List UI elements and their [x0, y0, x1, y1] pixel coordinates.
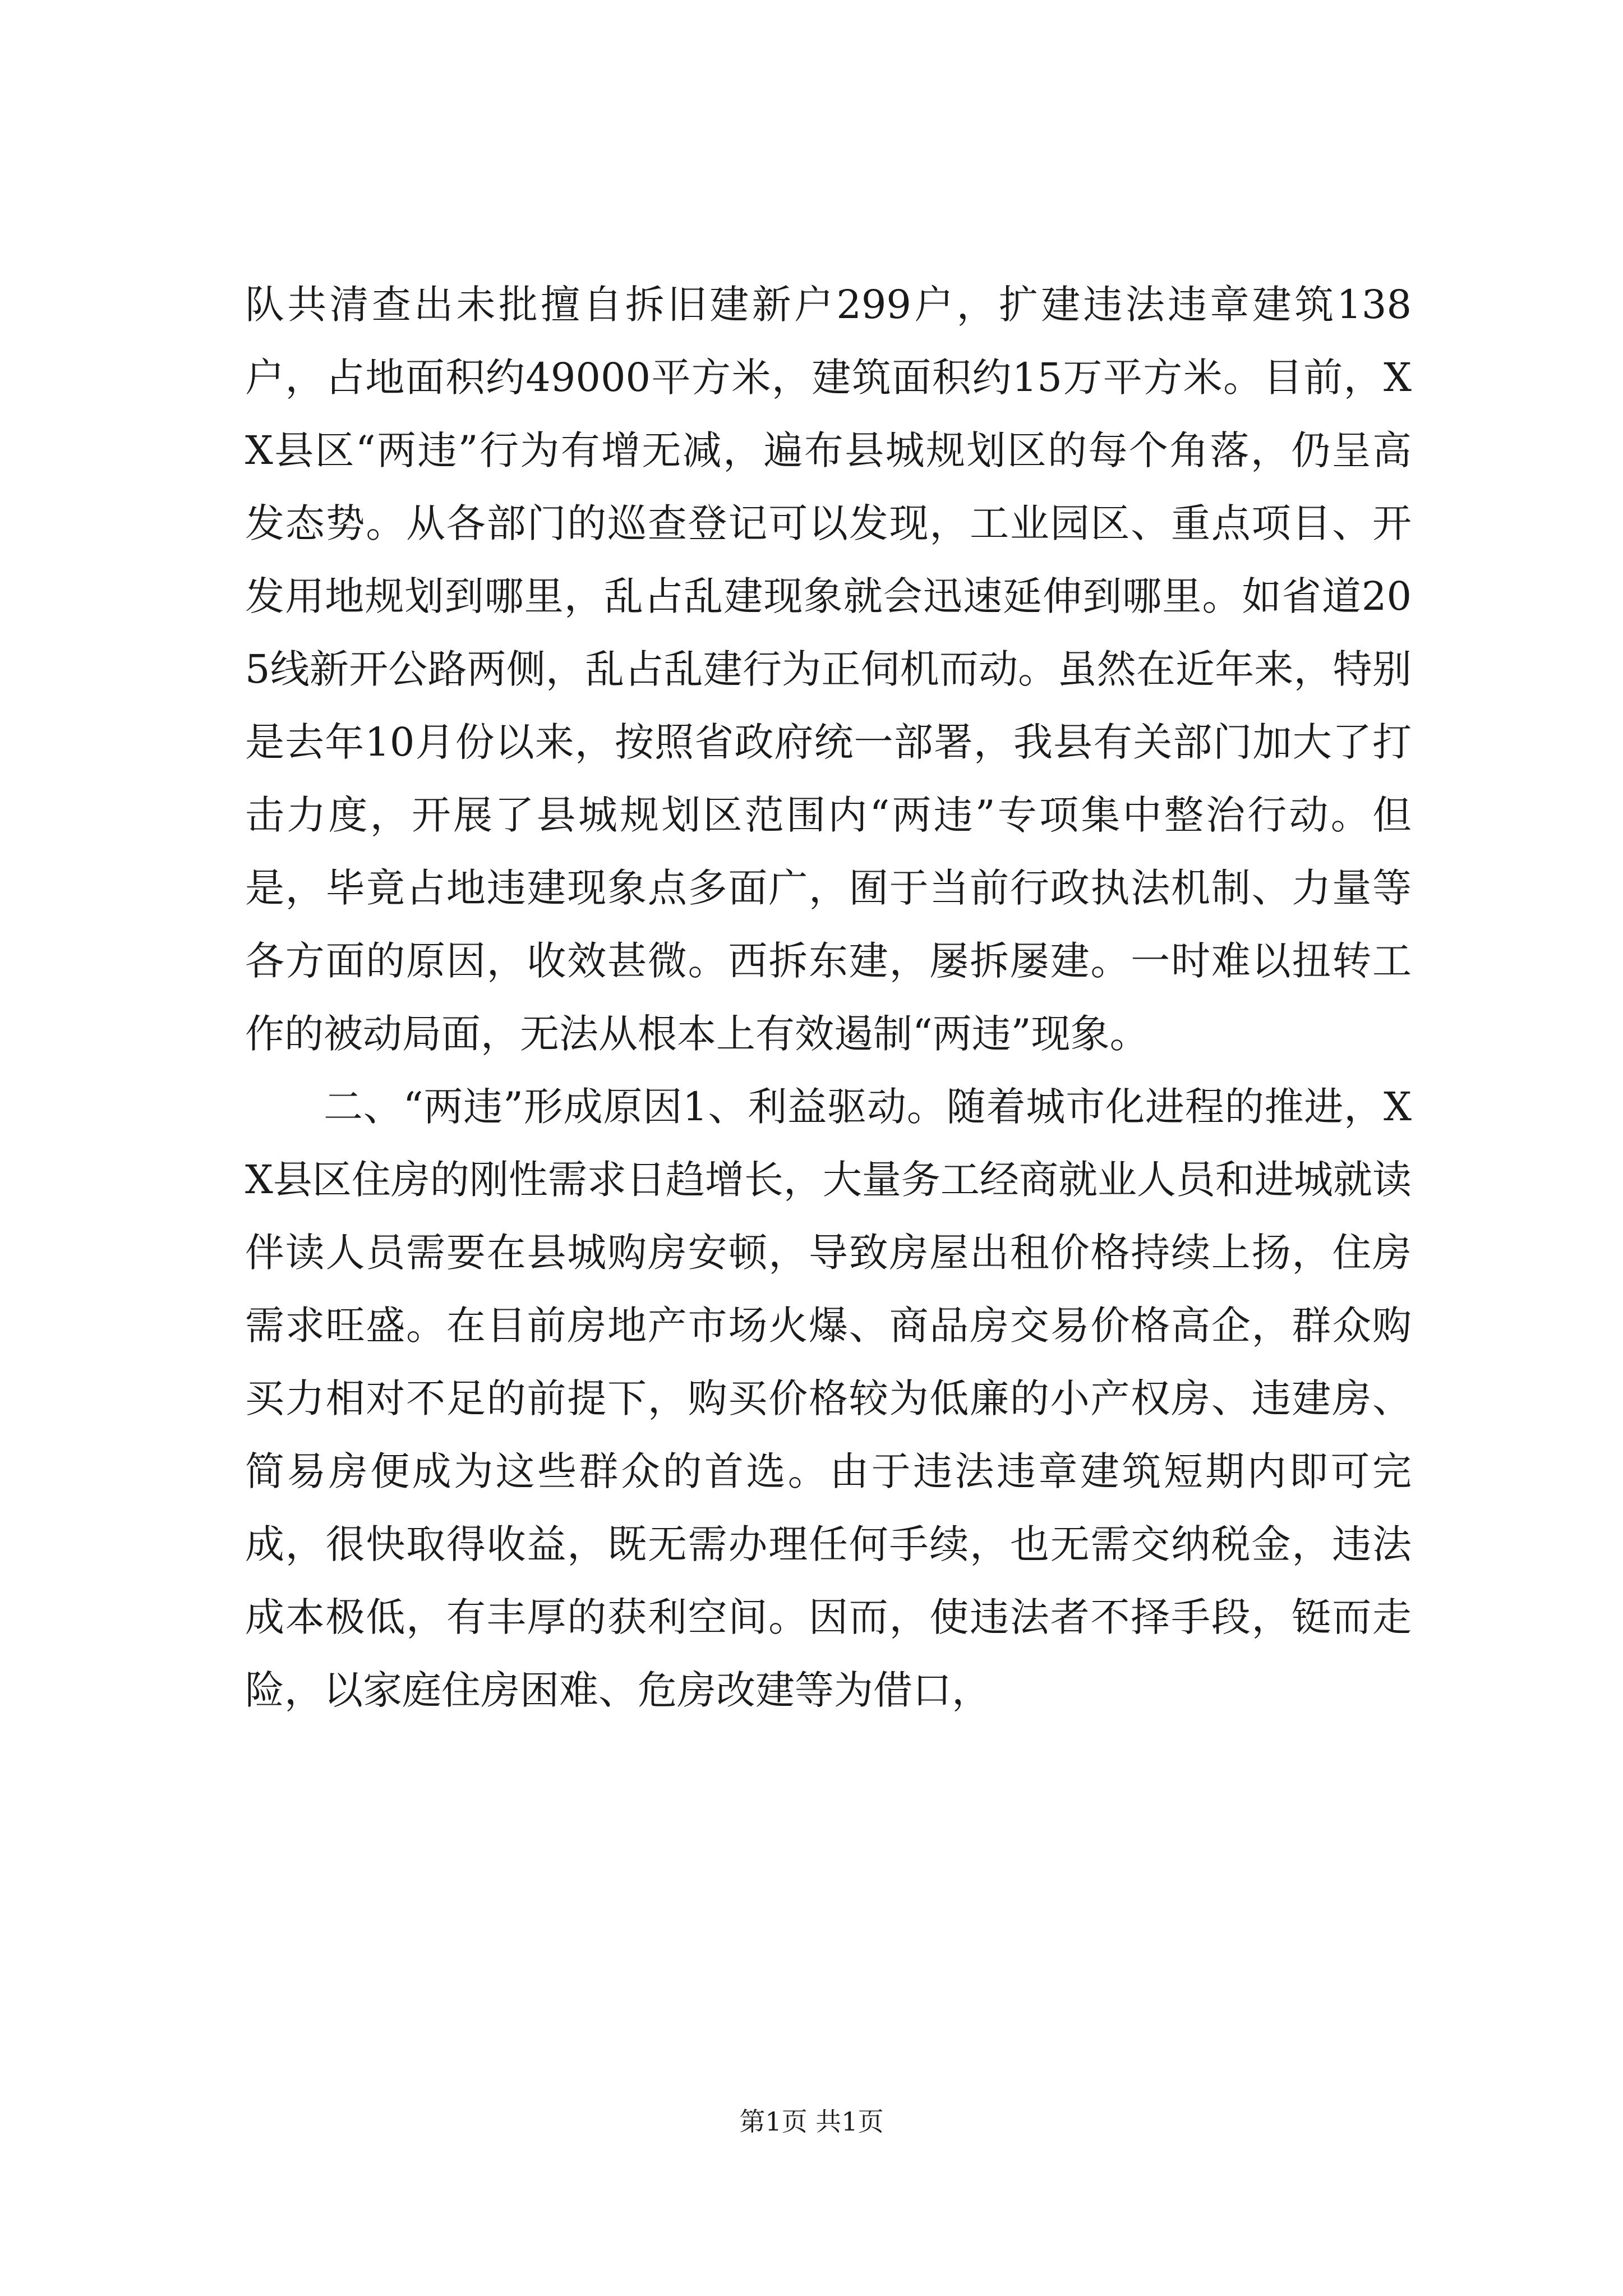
- page-footer: 第1页 共1页: [739, 2106, 884, 2137]
- body-paragraph-continued: 队共清查出未批擅自拆旧建新户299户，扩建违法违章建筑138户，占地面积约49000平方米，建筑面积约15万平方米。目前，XX县区“两违”行为有增无减，遍布县城规划区的每个角落，仍呈高发态势。从各部门的巡查登记可以发现，工业园区、重点项目、开发用地规划到哪里，乱占乱建现象就会迅速延伸到哪里。如省道205线新开公路两侧，乱占乱建行为正伺机而动。虽然在近年来，特别是去年10月份以来，按照省政府统一部署，我县有关部门加大了打击力度，开展了县城规划区范围内“两违”专项集中整治行动。但是，毕竟占地违建现象点多面广，囿于当前行政执法机制、力量等各方面的原因，收效甚微。西拆东建，屡拆屡建。一时难以扭转工作的被动局面，无法从根本上有效遏制“两违”现象。: [245, 282, 1412, 1057]
- document-body: [245, 268, 1412, 1727]
- body-paragraph-causes: 二、“两违”形成原因1、利益驱动。随着城市化进程的推进，XX县区住房的刚性需求日趋增长，大量务工经商就业人员和进城就读伴读人员需要在县城购房安顿，导致房屋出租价格持续上扬，住房需求旺盛。在目前房地产市场火爆、商品房交易价格高企，群众购买力相对不足的前提下，购买价格较为低廉的小产权房、违建房、简易房便成为这些群众的首选。由于违法违章建筑短期内即可完成，很快取得收益，既无需办理任何手续，也无需交纳税金，违法成本极低，有丰厚的获利空间。因而，使违法者不择手段，铤而走险，以家庭住房困难、危房改建等为借口，: [245, 1084, 1412, 1713]
